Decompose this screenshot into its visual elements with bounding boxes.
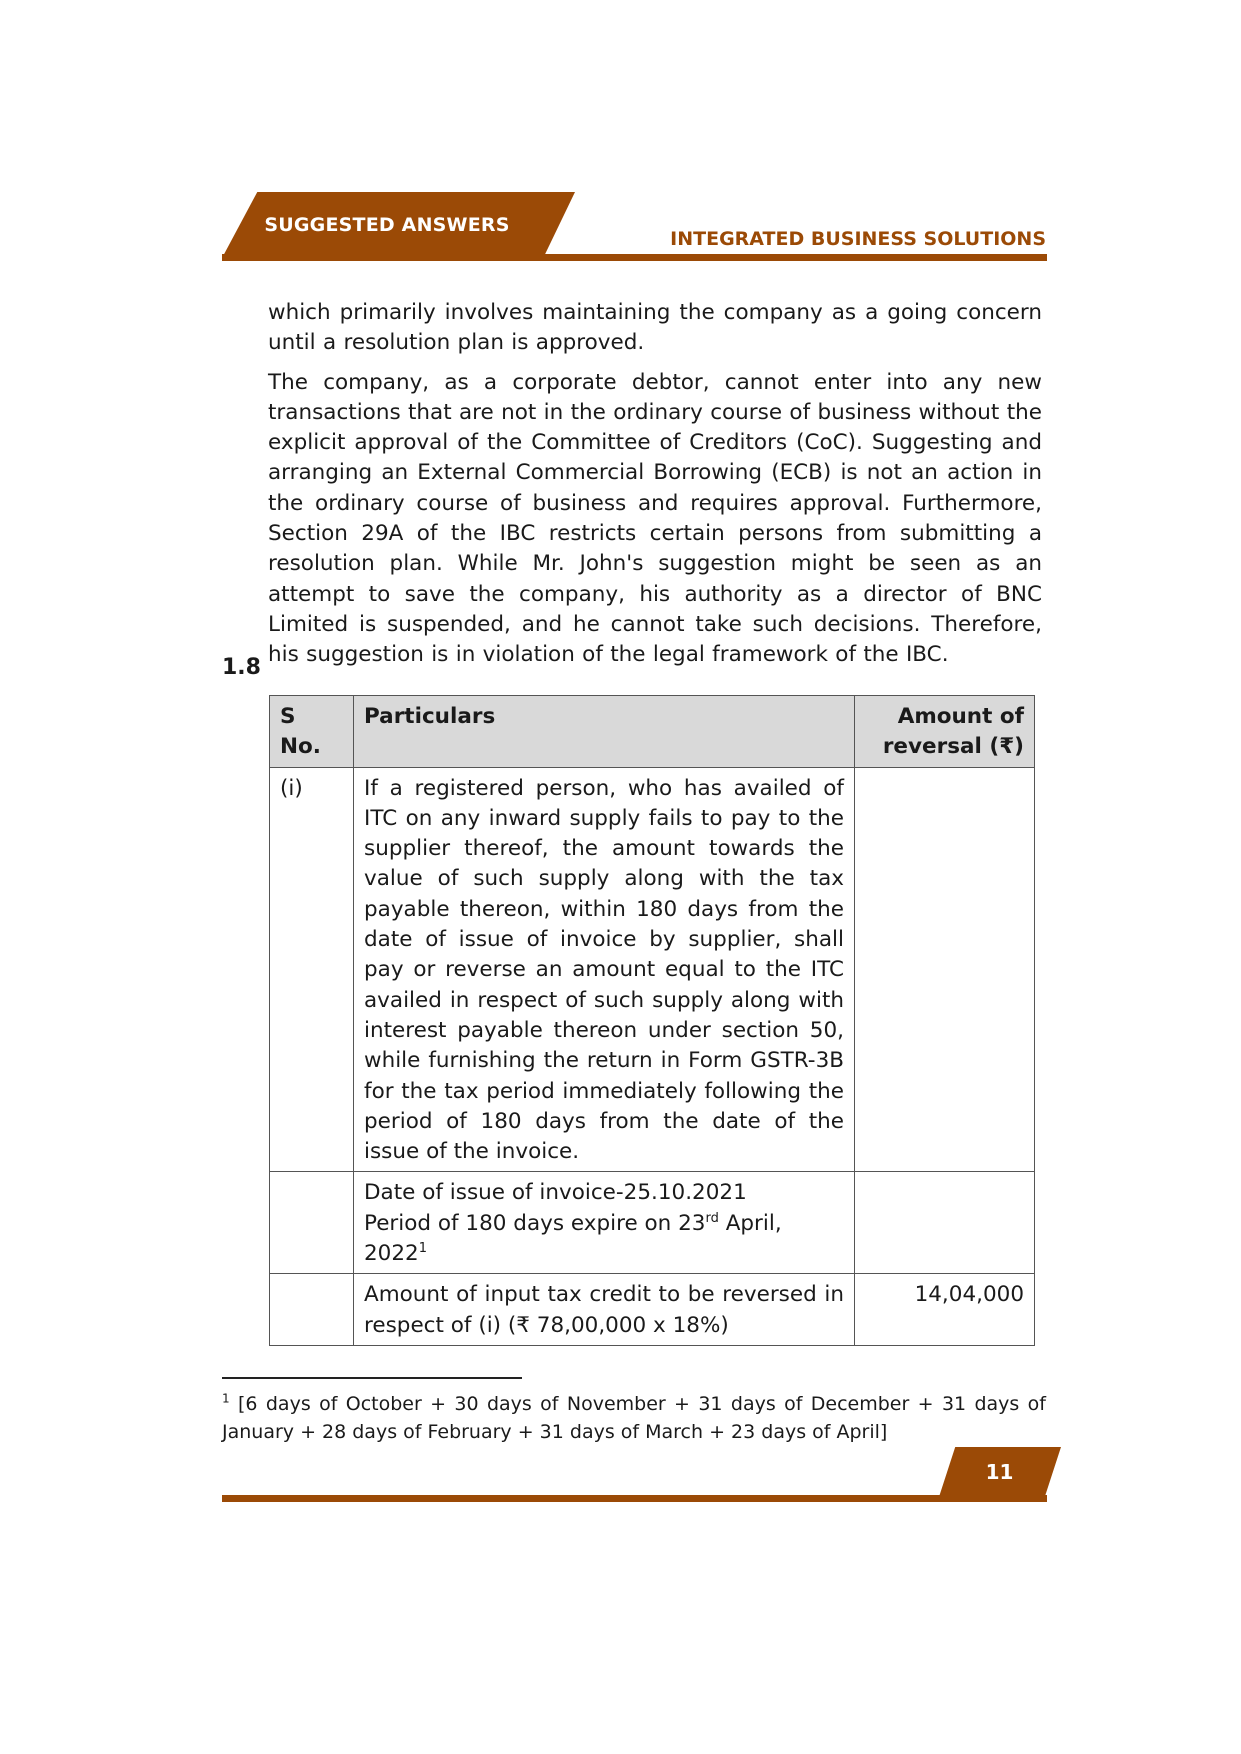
header-tab-label: SUGGESTED ANSWERS: [264, 214, 510, 236]
expiry-line-suffix: April, 2022: [364, 1210, 782, 1267]
header-amount-line2: reversal (₹): [882, 734, 1024, 760]
footnote-text: [6 days of October + 30 days of November + 31 days of December + 31 days of January + 28 days of February + 31 days of March + 23 days of April]: [222, 1393, 1046, 1443]
question-number: 1.8: [222, 655, 261, 680]
table-row: [270, 1172, 1035, 1274]
cell-particulars: If a registered person, who has availed of ITC on any inward supply fails to pay to the supplier thereof, the amount towards the value of such supply along with the tax payable thereon, within 180 days from the date of issue of invoice by supplier, shall pay or reverse an amount equal to the ITC availed in respect of such supply along with interest payable thereon under section 50, while furnishing the return in Form GSTR-3B for the tax period immediately following the period of 180 days from the date of the issue of the invoice.: [354, 767, 855, 1172]
footnote-marker: 1: [222, 1391, 230, 1406]
paragraph-2: The company, as a corporate debtor, cannot enter into any new transactions that are not in the ordinary course of business without the explicit approval of the Committee of Creditors (CoC). Suggesting and arranging an External Commercial Borrowing (ECB) is not an action in the ordinary course of business and requires approval. Furthermore, Section 29A of the IBC restricts certain persons from submitting a resolution plan. While Mr. John's suggestion might be seen as an attempt to save the company, his authority as a director of BNC Limited is suspended, and he cannot take such decisions. Therefore, his suggestion is in violation of the legal framework of the IBC.: [268, 369, 1042, 668]
cell-particulars: [354, 1172, 855, 1274]
header-title: INTEGRATED BUSINESS SOLUTIONS: [670, 228, 1046, 250]
table-row: [270, 767, 1035, 1172]
footnote-rule: [222, 1377, 522, 1379]
paragraph-1: which primarily involves maintaining the company as a going concern until a resolution plan is approved.: [268, 300, 1042, 356]
header-amount-line1: Amount of: [897, 704, 1024, 729]
expiry-line-prefix: Period of 180 days expire on 23: [364, 1210, 706, 1236]
cell-amount: 14,04,000: [855, 1274, 1035, 1346]
body-content: [268, 298, 1042, 680]
table-header-row: [270, 696, 1035, 768]
table-row: [270, 1274, 1035, 1346]
cell-sno: [270, 1172, 354, 1274]
cell-particulars: Amount of input tax credit to be reversed in respect of (i) (₹ 78,00,000 x 18%): [354, 1274, 855, 1346]
ordinal-suffix: rd: [705, 1210, 719, 1226]
header-sno: S No.: [270, 696, 354, 768]
page-number: 11: [985, 1460, 1014, 1484]
header-particulars: Particulars: [354, 696, 855, 768]
cell-sno: (i): [270, 767, 354, 1172]
footer-rule: [222, 1495, 1047, 1502]
footnote-ref[interactable]: 1: [418, 1240, 427, 1256]
header-rule: [222, 254, 1047, 261]
header-amount: [855, 696, 1035, 768]
footnote: [222, 1390, 1046, 1446]
itc-reversal-table: [269, 695, 1035, 1346]
cell-sno: [270, 1274, 354, 1346]
cell-amount: [855, 767, 1035, 1172]
cell-amount: [855, 1172, 1035, 1274]
invoice-date-line: Date of issue of invoice-25.10.2021: [364, 1180, 747, 1206]
